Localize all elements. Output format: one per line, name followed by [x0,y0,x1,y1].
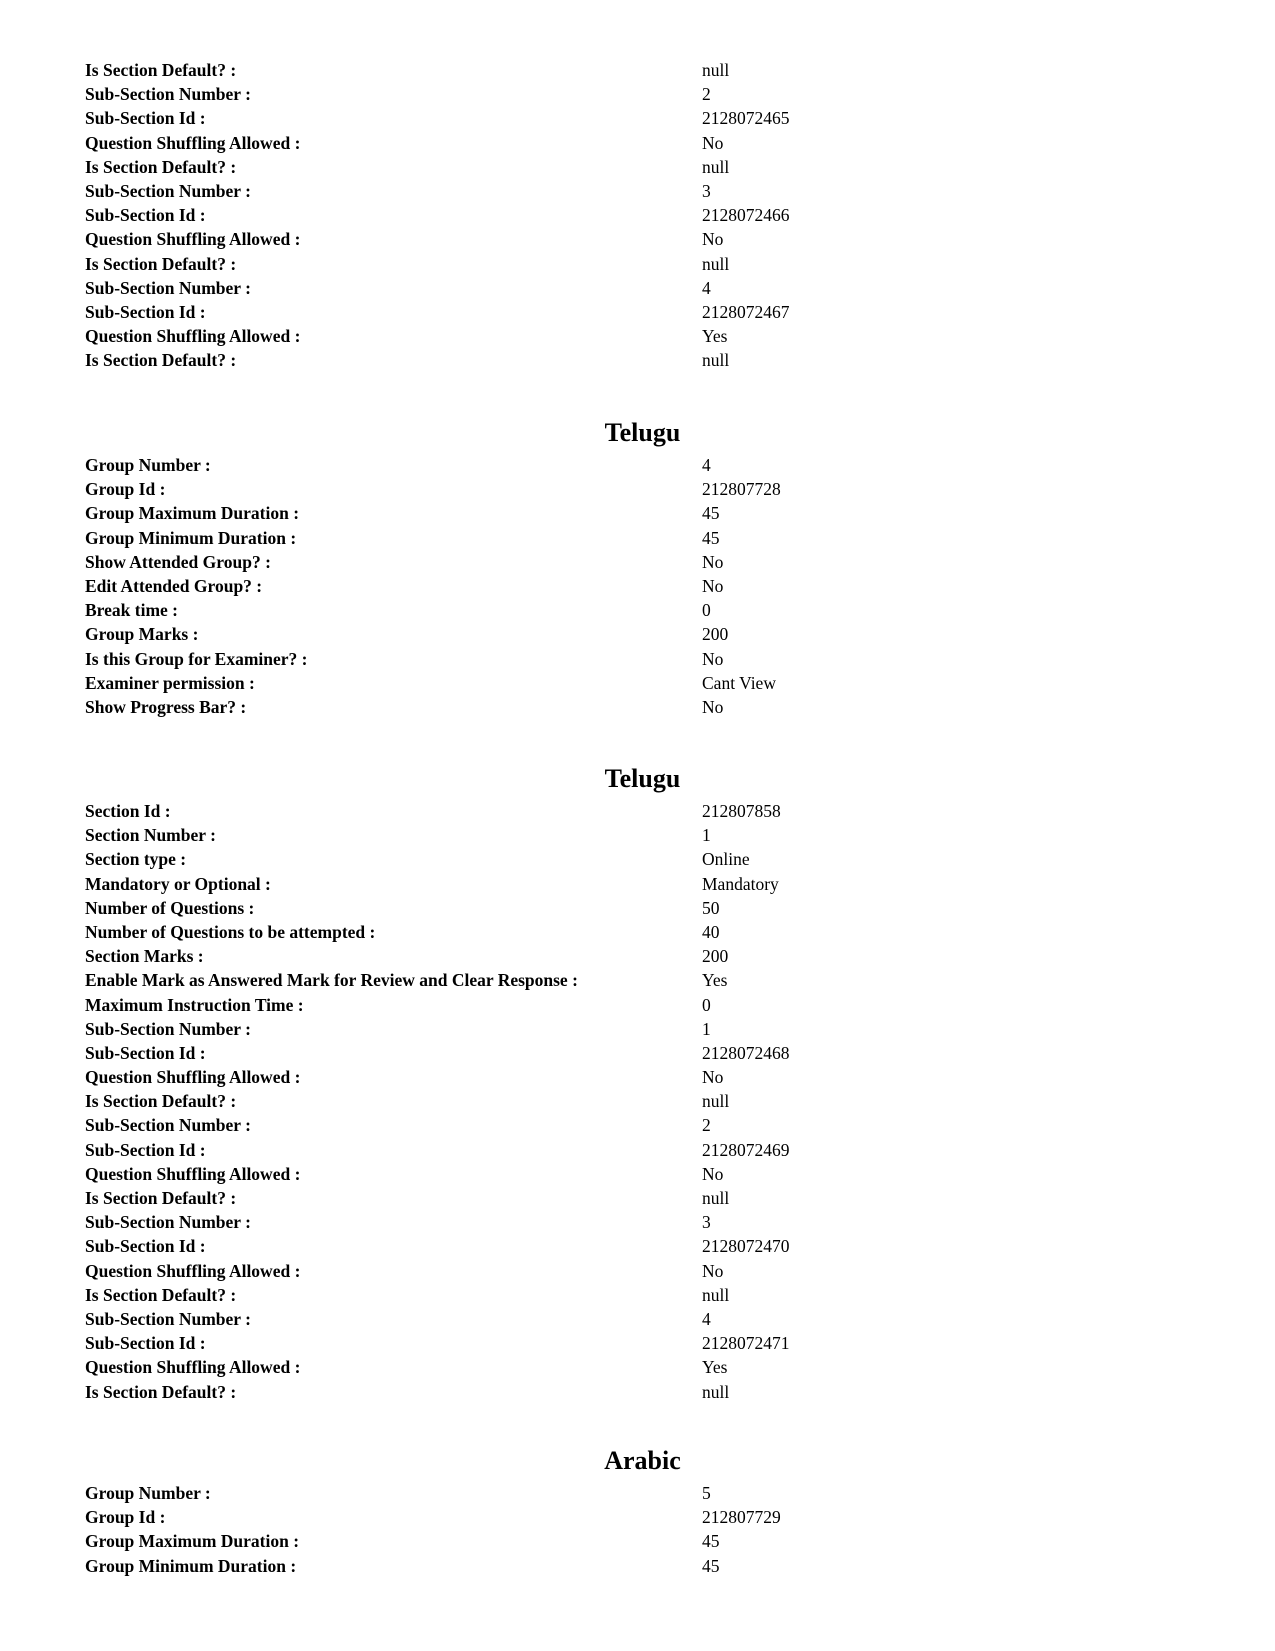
field-row [0,598,1275,622]
field-row [0,847,1275,871]
field-row [0,993,1275,1017]
field-row [0,823,1275,847]
telugu-group-details [0,453,1275,719]
field-label: Sub-Section Id : [85,1042,206,1063]
field-label: Sub-Section Id : [85,1333,206,1354]
field-label: Question Shuffling Allowed : [85,1260,301,1281]
field-label: Group Id : [85,479,166,500]
field-value: 2128072466 [702,205,790,226]
field-row [0,920,1275,944]
field-label: Sub-Section Number : [85,1212,251,1233]
field-row [0,252,1275,276]
field-row [0,574,1275,598]
field-value: 2128072469 [702,1139,790,1160]
field-value: No [702,229,724,250]
field-row [0,799,1275,823]
field-label: Is this Group for Examiner? : [85,648,308,669]
field-row [0,1186,1275,1210]
field-value: 45 [702,527,720,548]
field-row [0,1259,1275,1283]
field-row [0,1331,1275,1355]
field-row [0,1505,1275,1529]
field-row [0,1355,1275,1379]
field-value: No [702,696,724,717]
field-row [0,58,1275,82]
field-row [0,324,1275,348]
field-row [0,647,1275,671]
field-value: No [702,1163,724,1184]
field-label: Is Section Default? : [85,156,237,177]
field-label: Question Shuffling Allowed : [85,1357,301,1378]
field-label: Break time : [85,600,178,621]
field-label: Sub-Section Id : [85,108,206,129]
field-value: 45 [702,1555,720,1576]
field-value: Mandatory [702,873,779,894]
field-value: 2128072471 [702,1333,790,1354]
field-label: Is Section Default? : [85,1091,237,1112]
field-row [0,695,1275,719]
field-value: 1 [702,1018,711,1039]
field-label: Examiner permission : [85,672,255,693]
field-label: Sub-Section Number : [85,1018,251,1039]
arabic-group-details [0,1481,1275,1578]
field-value: 2128072468 [702,1042,790,1063]
field-value: 0 [702,994,711,1015]
field-row [0,1089,1275,1113]
field-row [0,1113,1275,1137]
field-value: 212807729 [702,1507,781,1528]
field-row [0,1138,1275,1162]
field-value: 200 [702,624,729,645]
field-label: Section Number : [85,825,216,846]
field-row [0,82,1275,106]
field-label: Maximum Instruction Time : [85,994,304,1015]
field-row [0,300,1275,324]
field-row [0,1554,1275,1578]
field-label: Group Number : [85,455,211,475]
field-row [0,968,1275,992]
field-value: Online [702,849,750,870]
arabic-group-heading: Arabic [604,1446,681,1475]
field-row [0,944,1275,968]
field-label: Is Section Default? : [85,1284,237,1305]
field-value: No [702,648,724,669]
field-value: No [702,575,724,596]
field-row [0,1041,1275,1065]
field-row [0,453,1275,477]
field-label: Group Minimum Duration : [85,1555,297,1576]
field-label: Sub-Section Id : [85,301,206,322]
field-value: 45 [702,1531,720,1552]
field-row [0,550,1275,574]
field-value: Yes [702,326,728,347]
field-row [0,872,1275,896]
field-value: null [702,156,730,177]
field-label: Group Id : [85,1507,166,1528]
field-value: 50 [702,897,720,918]
field-label: Question Shuffling Allowed : [85,326,301,347]
field-label: Enable Mark as Answered Mark for Review and Clear Response : [85,970,578,991]
field-label: Section Id : [85,801,171,821]
field-row [0,179,1275,203]
field-value: null [702,1091,730,1112]
field-label: Group Maximum Duration : [85,1531,300,1552]
field-value: 212807858 [702,801,781,821]
field-value: 0 [702,600,711,621]
field-value: 2128072465 [702,108,790,129]
field-label: Section type : [85,849,187,870]
field-label: Sub-Section Number : [85,277,251,298]
field-value: Cant View [702,672,776,693]
field-value: No [702,1260,724,1281]
field-label: Section Marks : [85,946,204,967]
field-row [0,1162,1275,1186]
field-label: Sub-Section Number : [85,84,251,105]
field-label: Group Minimum Duration : [85,527,297,548]
field-value: 4 [702,277,711,298]
field-label: Sub-Section Id : [85,1236,206,1257]
field-row [0,477,1275,501]
field-value: 2128072467 [702,301,790,322]
field-value: 212807728 [702,479,781,500]
field-row [0,155,1275,179]
field-row [0,131,1275,155]
field-label: Sub-Section Id : [85,1139,206,1160]
field-value: 3 [702,1212,711,1233]
field-row [0,1210,1275,1234]
field-label: Edit Attended Group? : [85,575,263,596]
field-row [0,1481,1275,1505]
telugu-section-heading: Telugu [604,764,681,793]
field-label: Mandatory or Optional : [85,873,271,894]
field-label: Is Section Default? : [85,350,237,371]
field-label: Is Section Default? : [85,253,237,274]
field-value: No [702,551,724,572]
field-value: 5 [702,1483,711,1503]
field-row [0,227,1275,251]
field-value: null [702,1381,730,1402]
field-label: Sub-Section Number : [85,1115,251,1136]
field-row [0,1307,1275,1331]
field-label: Sub-Section Number : [85,180,251,201]
field-label: Number of Questions : [85,897,255,918]
field-value: 2 [702,1115,711,1136]
field-label: Group Maximum Duration : [85,503,300,524]
field-value: Yes [702,970,728,991]
field-row [0,1065,1275,1089]
field-value: 2128072470 [702,1236,790,1257]
field-value: Yes [702,1357,728,1378]
field-label: Show Progress Bar? : [85,696,247,717]
field-label: Is Section Default? : [85,60,237,80]
telugu-group-heading: Telugu [604,418,681,447]
field-value: 45 [702,503,720,524]
field-value: null [702,253,730,274]
field-label: Question Shuffling Allowed : [85,1067,301,1088]
field-row [0,671,1275,695]
field-value: null [702,1188,730,1208]
field-row [0,276,1275,300]
field-row [0,1283,1275,1307]
field-value: No [702,132,724,153]
field-value: 3 [702,180,711,201]
field-value: 4 [702,1308,711,1329]
field-label: Question Shuffling Allowed : [85,1163,301,1184]
telugu-section-details [0,799,1275,1404]
field-row [0,106,1275,130]
field-row [0,1017,1275,1041]
field-label: Number of Questions to be attempted : [85,921,376,942]
field-row [0,1380,1275,1404]
field-row [0,622,1275,646]
field-row [0,348,1275,372]
field-row [0,896,1275,920]
field-value: 4 [702,455,711,475]
field-label: Group Number : [85,1483,211,1503]
field-label: Sub-Section Id : [85,205,206,226]
field-label: Group Marks : [85,624,199,645]
field-value: null [702,60,730,80]
field-value: null [702,350,730,371]
field-value: 1 [702,825,711,846]
field-row [0,1529,1275,1553]
field-value: 40 [702,921,720,942]
field-value: 2 [702,84,711,105]
field-value: 200 [702,946,729,967]
field-label: Question Shuffling Allowed : [85,229,301,250]
field-value: null [702,1284,730,1305]
field-label: Is Section Default? : [85,1381,237,1402]
field-row [0,501,1275,525]
field-label: Sub-Section Number : [85,1308,251,1329]
subsection-details-continued [0,58,1275,372]
field-label: Question Shuffling Allowed : [85,132,301,153]
field-value: No [702,1067,724,1088]
field-row [0,526,1275,550]
field-row [0,203,1275,227]
field-row [0,1234,1275,1258]
field-label: Is Section Default? : [85,1188,237,1208]
field-label: Show Attended Group? : [85,551,271,572]
